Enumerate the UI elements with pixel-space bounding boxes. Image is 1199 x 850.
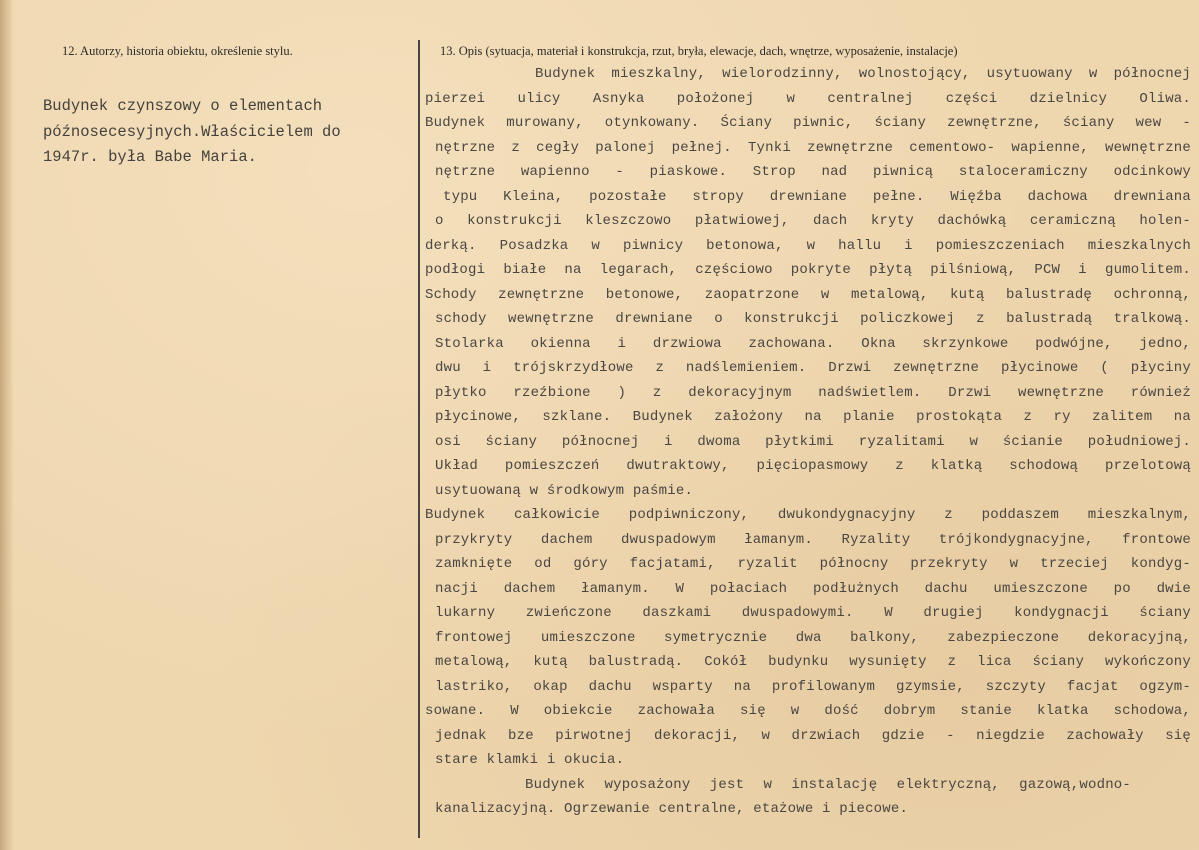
page-edge-shadow	[0, 0, 14, 850]
column-divider	[418, 40, 420, 838]
section-13-line: sowane. W obiekcie zachowała się w dość dobrym stanie klatka schodowa,	[425, 703, 1191, 719]
section-13-line: nacji dachem łamanym. W połaciach podłużnych dachu umieszczone po dwie	[435, 580, 1191, 597]
section-12-line: Budynek czynszowy o elementach	[43, 97, 323, 115]
section-13-line: o konstrukcji kleszczowo płatwiowej, dach kryty dachówką ceramiczną holen-	[435, 213, 1191, 229]
section-13-line: schody wewnętrzne drewniane o konstrukcji policzkowej z balustradą tralkową.	[435, 311, 1191, 327]
section-13-line: stare klamki i okucia.	[435, 752, 625, 768]
section-13-line: lastriko, okap dachu wsparty na profilowanym gzymsie, szczyty facjat ogzym-	[435, 678, 1191, 695]
section-13-line: osi ściany północnej i dwoma płytkimi ryzalitami w ścianie południowej.	[435, 433, 1191, 450]
section-13-line: Układ pomieszczeń dwutraktowy, pięciopasmowy z klatką schodową przelotową	[435, 458, 1191, 474]
section-13-line: płycinowe, szklane. Budynek założony na planie prostokąta z ry zalitem na	[435, 409, 1191, 425]
section-13-line: nętrzne z cegły palonej pełnej. Tynki zewnętrzne cementowo- wapienne, wewnętrzne	[435, 139, 1191, 156]
section-13-line: pierzei ulicy Asnyka położonej w centralnej części dzielnicy Oliwa.	[425, 90, 1191, 107]
section-13-line: dwu i trójskrzydłowe z nadślemieniem. Drzwi zewnętrzne płycinowe ( płyciny	[435, 360, 1191, 376]
section-13-line: Budynek wyposażony jest w instalację elektryczną, gazową,wodno-	[525, 776, 1131, 793]
section-13-line: Schody zewnętrzne betonowe, zaopatrzone w metalową, kutą balustradę ochronną,	[425, 286, 1191, 303]
section-12-body	[43, 94, 403, 171]
section-13-heading: 13. Opis (sytuacja, materiał i konstrukcja, rzut, bryła, elewacje, dach, wnętrze, wyposażenie, instalacje)	[440, 44, 958, 58]
section-13-line: podłogi białe na legarach, częściowo pokryte płytą pilśniową, PCW i gumolitem.	[425, 262, 1191, 278]
section-13-line: metalową, kutą balustradą. Cokół budynku wysunięty z lica ściany wykończony	[435, 654, 1191, 670]
section-13-line: lukarny zwieńczone daszkami dwuspadowymi. W drugiej kondygnacji ściany	[435, 605, 1191, 621]
section-12-heading: 12. Autorzy, historia obiektu, określenie stylu.	[62, 44, 293, 58]
section-13-line: Budynek mieszkalny, wielorodzinny, wolnostojący, usytuowany w północnej	[535, 66, 1191, 82]
section-12-line: późnosecesyjnych.Właścicielem do	[43, 122, 341, 141]
section-12-line: 1947r. była Babe Maria.	[43, 148, 257, 166]
section-13-line: nętrzne wapienno - piaskowe. Strop nad piwnicą staloceramiczny odcinkowy	[435, 164, 1191, 180]
section-13-line: Budynek całkowicie podpiwniczony, dwukondygnacyjny z poddaszem mieszkalnym,	[425, 507, 1191, 523]
section-13-line: jednak bze pirwotnej dekoracji, w drzwiach gdzie - niegdzie zachowały się	[435, 727, 1191, 744]
section-13-line: płytko rzeźbione ) z dekoracyjnym nadświetlem. Drzwi wewnętrzne również	[435, 384, 1191, 401]
section-13-line: frontowej umieszczone symetrycznie dwa balkony, zabezpieczone dekoracyjną,	[435, 629, 1191, 646]
section-13-line: typu Kleina, pozostałe stropy drewniane pełne. Więźba dachowa drewniana	[443, 188, 1191, 205]
section-13-line: zamknięte od góry facjatami, ryzalit północny przekryty w trzeciej kondyg-	[435, 556, 1191, 572]
section-13-body	[425, 62, 1191, 822]
section-13-line: Stolarka okienna i drzwiowa zachowana. Okna skrzynkowe podwójne, jedno,	[435, 335, 1191, 352]
section-13-line: kanalizacyjną. Ogrzewanie centralne, etażowe i piecowe.	[435, 801, 909, 817]
section-13-line: usytuowaną w środkowym paśmie.	[435, 482, 694, 499]
section-13-line: Budynek murowany, otynkowany. Ściany piwnic, ściany zewnętrzne, ściany wew -	[425, 115, 1191, 131]
section-13-line: przykryty dachem dwuspadowym łamanym. Ryzality trójkondygnacyjne, frontowe	[435, 531, 1191, 548]
section-13-line: derką. Posadzka w piwnicy betonowa, w hallu i pomieszczeniach mieszkalnych	[425, 237, 1191, 254]
